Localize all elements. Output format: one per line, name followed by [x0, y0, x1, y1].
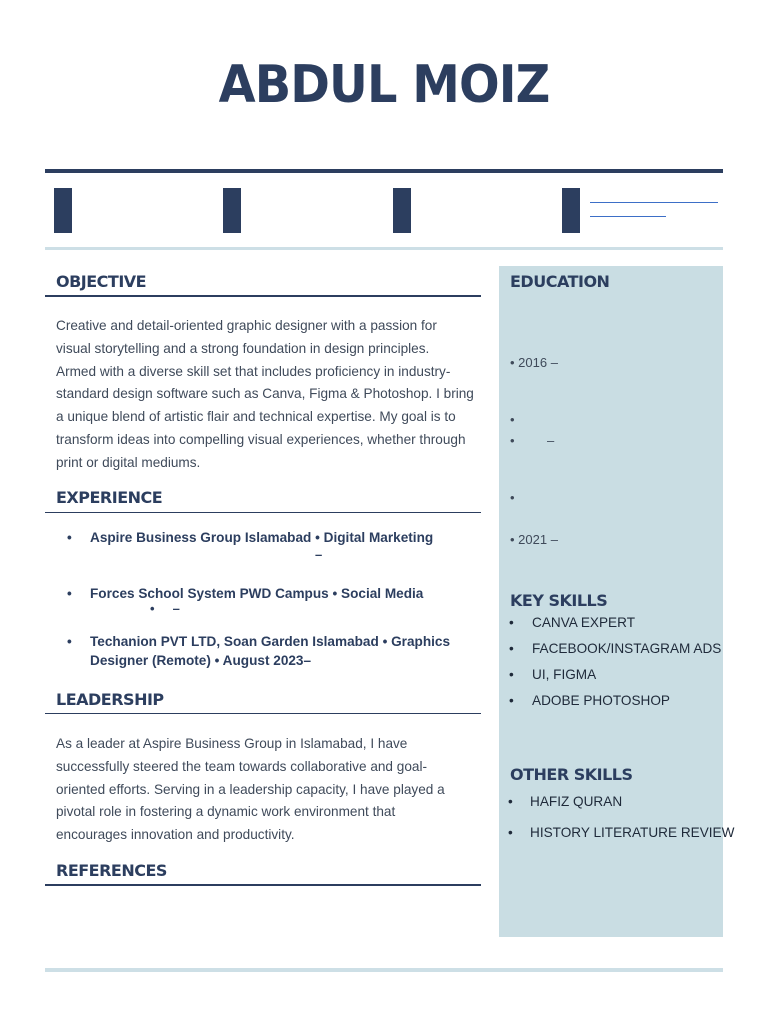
education-entry: •: [510, 490, 515, 505]
contact-icon-block: [562, 188, 580, 233]
header-divider: [45, 169, 723, 173]
experience-heading: EXPERIENCE: [56, 488, 163, 507]
bullet-icon: •: [508, 794, 513, 809]
bullet-icon: •: [508, 825, 513, 840]
experience-item-text: Aspire Business Group Islamabad • Digital Marketing: [90, 530, 434, 545]
contact-link[interactable]: [590, 202, 718, 203]
objective-rule: [45, 295, 481, 297]
experience-item-text: Techanion PVT LTD, Soan Garden Islamabad • Graphics: [90, 634, 451, 649]
contact-icon-block: [223, 188, 241, 233]
education-entry: • 2021 –: [510, 532, 558, 547]
leadership-text: [56, 733, 480, 847]
objective-heading: OBJECTIVE: [56, 272, 147, 291]
bullet-icon: •: [509, 667, 514, 682]
leadership-line: successfully steered the team towards collaborative and goal-: [56, 758, 428, 774]
other-skills-heading: OTHER SKILLS: [510, 765, 633, 784]
objective-line: Creative and detail-oriented graphic designer with a passion for: [56, 318, 437, 333]
bullet-icon: •: [509, 615, 514, 630]
objective-line: transform ideas into compelling visual experiences, whether through: [56, 431, 466, 447]
leadership-rule: [45, 713, 481, 714]
skill-label: FACEBOOK/INSTAGRAM ADS: [532, 641, 722, 656]
references-heading: REFERENCES: [56, 861, 167, 880]
leadership-line: encourages innovation and productivity.: [56, 827, 295, 843]
sidebar: [499, 266, 735, 937]
bullet-icon: •: [67, 634, 72, 649]
education-entry: • –: [510, 433, 555, 448]
leadership-heading: LEADERSHIP: [56, 690, 164, 709]
header-bottom-divider: [45, 247, 723, 250]
objective-text: [56, 315, 480, 475]
leadership-line: pivotal role in fostering a dynamic work environment that: [56, 804, 396, 820]
objective-line: a unique blend of artistic flair and technical expertise. My goal is to: [56, 409, 456, 425]
experience-item-dates: –: [315, 547, 323, 562]
resume-name: ABDUL MOIZ: [218, 55, 550, 115]
bullet-icon: •: [67, 530, 72, 545]
objective-line: print or digital mediums.: [56, 454, 201, 470]
bullet-icon: •: [67, 586, 72, 601]
skill-label: UI, FIGMA: [532, 667, 597, 682]
bullet-icon: •: [509, 641, 514, 656]
experience-item-dates: Designer (Remote) • August 2023–: [90, 653, 312, 668]
experience-item-dates: • –: [150, 601, 180, 616]
experience-item-text: Forces School System PWD Campus • Social Media: [90, 586, 424, 601]
education-heading: EDUCATION: [510, 272, 610, 291]
references-rule: [45, 884, 481, 886]
leadership-line: oriented efforts. Serving in a leadership capacity, I have played a: [56, 781, 445, 797]
key-skills-heading: KEY SKILLS: [510, 591, 608, 610]
skill-label: CANVA EXPERT: [532, 615, 635, 630]
bullet-icon: •: [509, 693, 514, 708]
skill-label: HAFIZ QURAN: [530, 794, 623, 809]
skill-label: HISTORY LITERATURE REVIEW: [530, 825, 735, 840]
leadership-line: As a leader at Aspire Business Group in Islamabad, I have: [56, 736, 408, 751]
footer-divider: [45, 968, 723, 972]
skill-label: ADOBE PHOTOSHOP: [532, 693, 670, 708]
education-entry: • 2016 –: [510, 355, 558, 370]
contact-icon-block: [393, 188, 411, 233]
objective-line: Armed with a diverse skill set that includes proficiency in industry-: [56, 363, 451, 379]
contact-link[interactable]: [590, 216, 666, 217]
experience-rule: [45, 512, 481, 513]
contact-icon-block: [54, 188, 72, 233]
objective-line: visual storytelling and a strong foundation in design principles.: [56, 340, 430, 356]
education-entry: •: [510, 412, 515, 427]
objective-line: standard design software such as Canva, Figma & Photoshop. I bring: [56, 386, 474, 402]
